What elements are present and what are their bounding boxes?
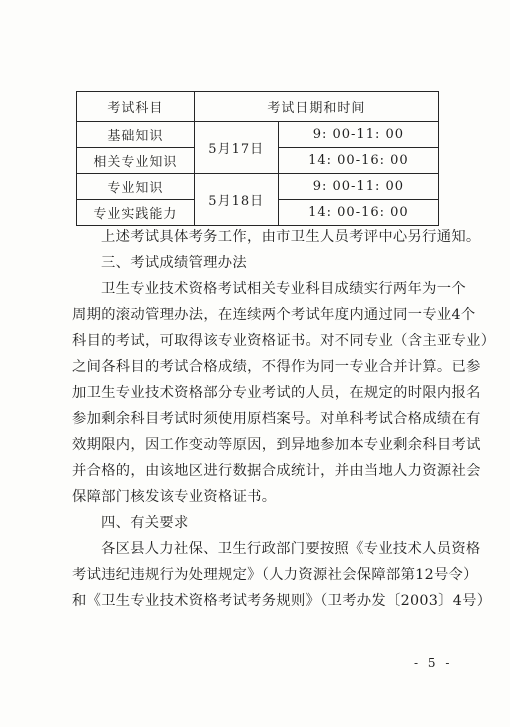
- time-cell: 9: 00-11: 00: [278, 174, 438, 200]
- paragraph-line: 科目的考试，可取得该专业资格证书。对不同专业（含主亚专业）: [72, 333, 496, 349]
- date-cell: 5月18日: [194, 174, 278, 226]
- paragraph-line: 各区县人力社保、卫生行政部门要按照《专业技术人员资格: [101, 541, 481, 557]
- paragraph-line: 周期的滚动管理办法，在连续两个考试年度内通过同一专业4个: [72, 307, 476, 323]
- time-cell: 14: 00-16: 00: [278, 200, 438, 226]
- subject-cell: 专业知识: [77, 174, 195, 200]
- subject-cell: 相关专业知识: [77, 148, 195, 174]
- page-number: - 5 -: [414, 656, 453, 670]
- date-cell: 5月17日: [194, 122, 278, 174]
- paragraph-line: 上述考试具体考务工作，由市卫生人员考评中心另行通知。: [101, 229, 481, 245]
- paragraph-line: 加卫生专业技术资格部分专业考试的人员，在规定的时限内报名: [72, 385, 481, 401]
- subject-cell: 基础知识: [77, 122, 195, 148]
- header-datetime: 考试日期和时间: [194, 92, 438, 122]
- subject-cell: 专业实践能力: [77, 200, 195, 226]
- paragraph-line: 之间各科目的考试合格成绩，不得作为同一专业合并计算。已参: [72, 359, 481, 375]
- paragraph-line: 效期限内，因工作变动等原因，到异地参加本专业剩余科目考试: [72, 437, 481, 453]
- header-subject: 考试科目: [77, 92, 195, 122]
- time-cell: 14: 00-16: 00: [278, 148, 438, 174]
- table-row: [77, 122, 439, 148]
- paragraph-line: 并合格的，由该地区进行数据合成统计，并由当地人力资源社会: [72, 463, 481, 479]
- exam-schedule-table: [76, 91, 439, 226]
- section-heading-3: 三、考试成绩管理办法: [101, 255, 247, 271]
- section-heading-4: 四、有关要求: [101, 515, 189, 531]
- time-cell: 9: 00-11: 00: [278, 122, 438, 148]
- paragraph-line: 考试违纪违规行为处理规定》（人力资源社会保障部第12号令）: [72, 567, 478, 583]
- table-header-row: [77, 92, 439, 122]
- paragraph-line: 参加剩余科目考试时须使用原档案号。对单科考试合格成绩在有: [72, 411, 481, 427]
- paragraph-line: 保障部门核发该专业资格证书。: [72, 489, 277, 505]
- paragraph-line: 和《卫生专业技术资格考试考务规则》（卫考办发〔2003〕4号）: [72, 593, 492, 609]
- paragraph-line: 卫生专业技术资格考试相关专业科目成绩实行两年为一个: [101, 281, 466, 297]
- table-row: [77, 174, 439, 200]
